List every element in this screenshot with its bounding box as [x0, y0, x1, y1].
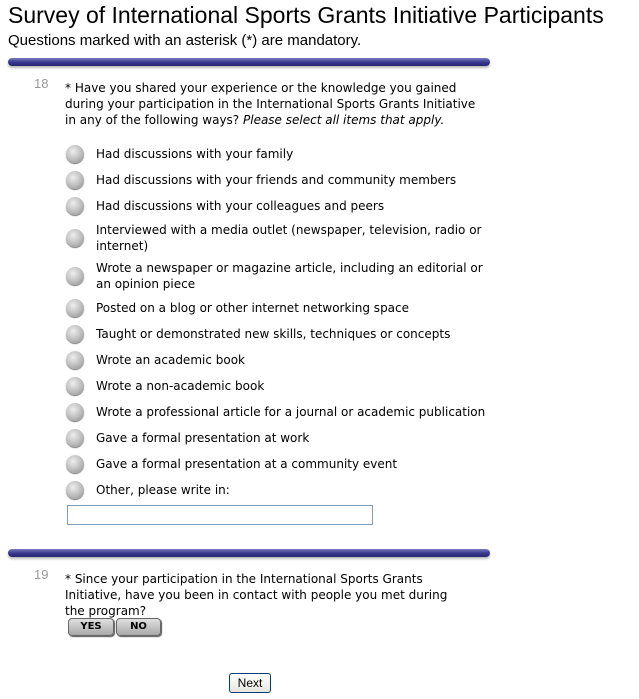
option-label: Had discussions with your family [96, 147, 294, 161]
option-row[interactable] [66, 321, 496, 347]
question-instruction: Please select all items that apply. [243, 113, 445, 127]
radio-button-icon[interactable] [66, 145, 84, 163]
page-title: Survey of International Sports Grants Initiative Participants [8, 2, 604, 28]
option-label: Interviewed with a media outlet (newspaper, television, radio or internet) [96, 223, 482, 253]
question-text: * Since your participation in the International Sports Grants Initiative, have you been in contact with people you met during the program? [65, 572, 448, 618]
radio-button-icon[interactable] [66, 197, 84, 215]
yes-button[interactable]: YES [68, 618, 114, 636]
option-label: Wrote a professional article for a journal or academic publication [96, 405, 486, 419]
radio-button-icon[interactable] [66, 325, 84, 343]
option-row[interactable] [66, 219, 496, 257]
option-row[interactable] [66, 477, 496, 503]
q18-options [66, 141, 496, 503]
radio-button-icon[interactable] [66, 171, 84, 189]
radio-button-icon[interactable] [66, 481, 84, 499]
option-row[interactable] [66, 167, 496, 193]
option-row[interactable] [66, 257, 496, 295]
option-label: Wrote a newspaper or magazine article, including an editorial or an opinion piece [96, 261, 483, 291]
option-label: Gave a formal presentation at work [96, 431, 310, 445]
option-row[interactable] [66, 399, 496, 425]
radio-button-icon[interactable] [66, 403, 84, 421]
no-button[interactable]: NO [116, 618, 161, 636]
question-text [65, 80, 485, 128]
option-label: Posted on a blog or other internet networking space [96, 301, 410, 315]
option-row[interactable] [66, 295, 496, 321]
radio-button-icon[interactable] [66, 455, 84, 473]
option-label: Had discussions with your friends and community members [96, 173, 457, 187]
question-prompt: * Have you shared your experience or the knowledge you gained during your participation in the International Sports Grants Initiative in any of the following ways? [65, 81, 476, 127]
option-row[interactable] [66, 451, 496, 477]
option-label: Other, please write in: [96, 483, 230, 497]
next-button[interactable]: Next [229, 673, 271, 693]
option-label: Had discussions with your colleagues and peers [96, 199, 385, 213]
option-row[interactable] [66, 347, 496, 373]
radio-button-icon[interactable] [66, 229, 84, 247]
question-number: 19 [34, 567, 49, 582]
option-label: Gave a formal presentation at a community event [96, 457, 398, 471]
radio-button-icon[interactable] [66, 429, 84, 447]
option-label: Wrote an academic book [96, 353, 246, 367]
option-row[interactable] [66, 373, 496, 399]
option-row[interactable] [66, 193, 496, 219]
option-label: Wrote a non-academic book [96, 379, 265, 393]
option-row[interactable] [66, 425, 496, 451]
option-row[interactable] [66, 141, 496, 167]
section-divider [8, 549, 490, 557]
option-label: Taught or demonstrated new skills, techniques or concepts [96, 327, 451, 341]
section-divider [8, 58, 490, 66]
radio-button-icon[interactable] [66, 299, 84, 317]
other-write-in-input[interactable] [67, 505, 373, 525]
question-number: 18 [34, 76, 49, 91]
radio-button-icon[interactable] [66, 377, 84, 395]
mandatory-note: Questions marked with an asterisk (*) are mandatory. [8, 32, 362, 49]
radio-button-icon[interactable] [66, 351, 84, 369]
radio-button-icon[interactable] [66, 267, 84, 285]
